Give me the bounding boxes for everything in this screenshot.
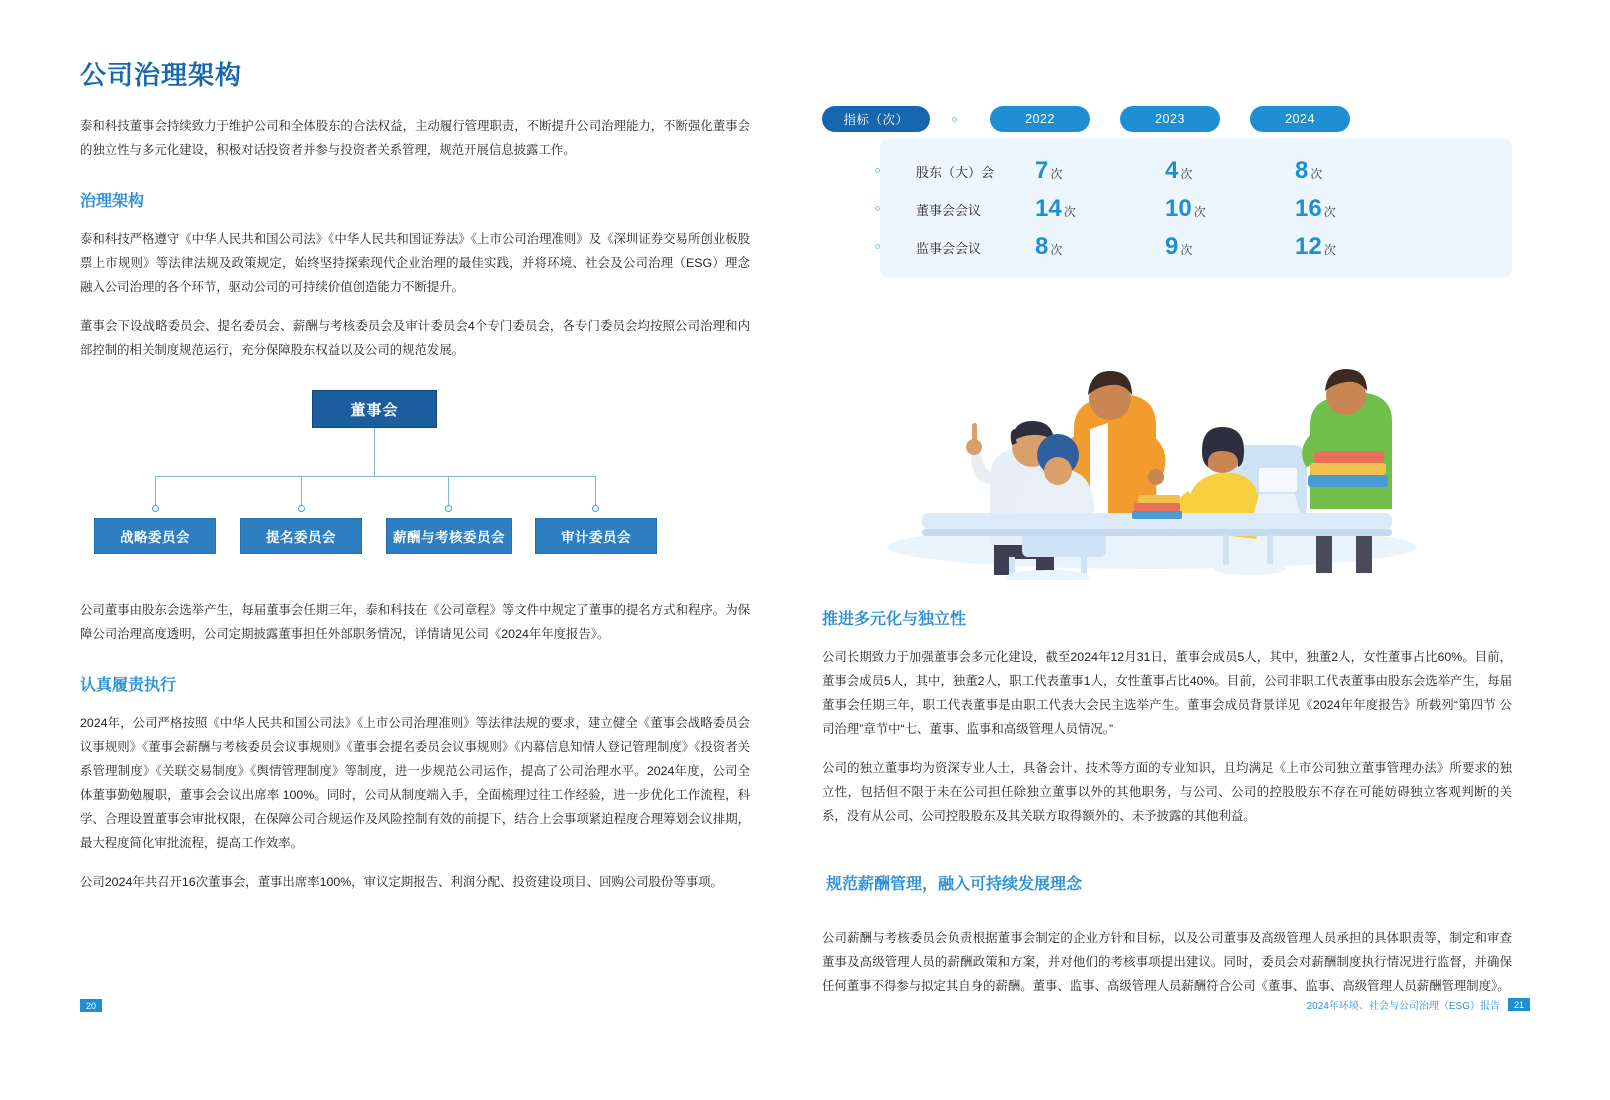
stats-row-label: 股东（大）会 xyxy=(916,164,995,180)
stats-header-2023: 2023 xyxy=(1120,106,1220,132)
org-chart-node-dot xyxy=(445,505,452,512)
stats-value: 9 xyxy=(1165,233,1179,260)
diversity-paragraph-1: 公司长期致力于加强董事会多元化建设，截至2024年12月31日，董事会成员5人，其中，独董2人，女性董事占比60%。目前，董事会成员5人，其中，独董2人，职工代表董事1人，女性董事占比40%。目前，公司非职工代表董事由股东会选举产生，每届董事会任期三年，职工代表董事是由职工代表大会民主选举产生。董事会成员背景详见《2024年年度报告》所载列“第四节 公司治理”章节中“七、董事、监事和高级管理人员情况。” xyxy=(822,650,1512,736)
stats-unit: 次 xyxy=(1180,243,1193,257)
org-chart-node-dot xyxy=(152,505,159,512)
stats-value: 8 xyxy=(1295,157,1309,184)
stats-unit: 次 xyxy=(1323,205,1336,219)
org-chart-connector-horizontal xyxy=(155,476,595,477)
stats-cell-2022 xyxy=(1035,233,1165,261)
org-chart-branch-3 xyxy=(448,476,449,508)
stats-value: 10 xyxy=(1165,195,1192,222)
stats-row-label: 监事会会议 xyxy=(916,240,982,256)
section-heading-governance-structure: 治理架构 xyxy=(80,193,145,210)
stats-unit: 次 xyxy=(1310,167,1323,181)
remuneration-paragraph-1: 公司薪酬与考核委员会负责根据董事会制定的企业方针和目标，以及公司董事及高级管理人员承担的具体职责等，制定和审查董事及高级管理人员的薪酬政策和方案，并对他们的考核事项提出建议。同时，委员会对薪酬制度执行情况进行监督，并确保任何董事不得参与拟定其自身的薪酬。董事、监事、高级管理人员薪酬符合公司《董事、监事、高级管理人员薪酬管理制度》。 xyxy=(822,931,1512,993)
footer-left xyxy=(80,999,102,1012)
laptop-icon xyxy=(1254,467,1300,513)
stats-cell-2023 xyxy=(1165,195,1295,223)
stats-unit: 次 xyxy=(1050,167,1063,181)
org-chart-branch-2 xyxy=(301,476,302,508)
section-heading-diversity: 推进多元化与独立性 xyxy=(822,611,967,628)
stats-header-dot xyxy=(952,117,957,122)
stats-unit: 次 xyxy=(1193,205,1206,219)
page-number-badge-left: 20 xyxy=(80,999,102,1012)
stats-row-supervisors xyxy=(880,228,1512,266)
footer-report-title: 2024年环境、社会与公司治理（ESG）报告 xyxy=(1306,1001,1500,1012)
stats-unit: 次 xyxy=(1063,205,1076,219)
stats-value: 7 xyxy=(1035,157,1049,184)
stats-cell-2022 xyxy=(1035,157,1165,185)
org-chart-child-audit: 审计委员会 xyxy=(535,518,657,554)
intro-paragraph: 泰和科技董事会持续致力于维护公司和全体股东的合法权益，主动履行管理职责，不断提升公司治理能力，不断强化董事会的独立性与多元化建设，积极对话投资者并参与投资者关系管理，规范开展信息披露工作。 xyxy=(80,119,750,157)
org-chart xyxy=(80,390,750,580)
stats-value: 4 xyxy=(1165,157,1179,184)
stats-header-2024: 2024 xyxy=(1250,106,1350,132)
stats-unit: 次 xyxy=(1323,243,1336,257)
stats-cell-2024 xyxy=(1295,157,1425,185)
stats-unit: 次 xyxy=(1050,243,1063,257)
left-column xyxy=(80,55,750,909)
stats-cell-2023 xyxy=(1165,233,1295,261)
org-chart-branch-1 xyxy=(155,476,156,508)
stats-header-2022: 2022 xyxy=(990,106,1090,132)
org-chart-branch-4 xyxy=(595,476,596,508)
governance-paragraph-1: 泰和科技严格遵守《中华人民共和国公司法》《中华人民共和国证券法》《上市公司治理准则》及《深圳证券交易所创业板股票上市规则》等法律法规及政策规定，始终坚持探索现代企业治理的最佳实践，并将环境、社会及公司治理（ESG）理念融入公司治理的各个环节，驱动公司的可持续价值创造能力不断提升。 xyxy=(80,232,750,294)
stats-cell-2024 xyxy=(1295,195,1425,223)
diversity-paragraph-2: 公司的独立董事均为资深专业人士，具备会计、技术等方面的专业知识，且均满足《上市公司独立董事管理办法》所要求的独立性，包括但不限于未在公司担任除独立董事以外的其他职务，与公司、公司的控股股东不存在可能妨碍独立客观判断的关系，没有从公司、公司控股股东及其关联方取得额外的、未予披露的其他利益。 xyxy=(822,761,1512,823)
stats-header-label: 指标（次） xyxy=(822,106,930,132)
page-title: 公司治理架构 xyxy=(80,60,243,90)
org-chart-child-remuneration: 薪酬与考核委员会 xyxy=(386,518,512,554)
stats-value: 14 xyxy=(1035,195,1062,222)
section-heading-duty-execution: 认真履责执行 xyxy=(80,677,177,694)
org-chart-child-nomination: 提名委员会 xyxy=(240,518,362,554)
governance-paragraph-2: 董事会下设战略委员会、提名委员会、薪酬与考核委员会及审计委员会4个专门委员会，各专门委员会均按照公司治理和内部控制的相关制度规范运行，充分保障股东权益以及公司的规范发展。 xyxy=(80,319,750,357)
stats-unit: 次 xyxy=(1180,167,1193,181)
books-stack-icon xyxy=(1132,495,1182,519)
meetings-statistics-table xyxy=(822,100,1512,285)
stats-row-label: 董事会会议 xyxy=(916,202,982,218)
org-chart-node-dot xyxy=(592,505,599,512)
stats-cell-2023 xyxy=(1165,157,1295,185)
governance-paragraph-3: 公司董事由股东会选举产生，每届董事会任期三年，泰和科技在《公司章程》等文件中规定了董事的提名方式和程序。为保障公司治理高度透明，公司定期披露董事担任外部职务情况，详情请见公司《2024年年度报告》。 xyxy=(80,603,750,641)
stats-value: 8 xyxy=(1035,233,1049,260)
org-chart-root: 董事会 xyxy=(312,390,437,428)
stats-cell-2022 xyxy=(1035,195,1165,223)
right-column xyxy=(822,100,1512,1013)
section-heading-remuneration: 规范薪酬管理，融入可持续发展理念 xyxy=(826,876,1083,893)
stats-value: 12 xyxy=(1295,233,1322,260)
boardroom-meeting-illustration xyxy=(822,295,1512,580)
org-chart-node-dot xyxy=(298,505,305,512)
org-chart-child-strategy: 战略委员会 xyxy=(94,518,216,554)
duty-paragraph-2: 公司2024年共召开16次董事会，董事出席率100%，审议定期报告、利润分配、投资建设项目、回购公司股份等事项。 xyxy=(80,875,724,889)
duty-paragraph-1: 2024年，公司严格按照《中华人民共和国公司法》《上市公司治理准则》等法律法规的要求，建立健全《董事会战略委员会议事规则》《董事会薪酬与考核委员会议事规则》《董事会提名委员会议事规则》《内幕信息知情人登记管理制度》《投资者关系管理制度》《关联交易制度》《舆情管理制度》等制度，进一步规范公司运作，提高了公司治理水平。2024年度，公司全体董事勤勉履职，董事会会议出席率 100%。同时，公司从制度端入手，全面梳理过往工作经验，进一步优化工作流程，科学、合理设置董事会审批权限，在保障公司合规运作及风险控制有效的前提下，结合上会事项紧迫程度合理筹划会议排期，最大程度简化审批流程，提高工作效率。 xyxy=(80,716,750,850)
org-chart-connector-vertical xyxy=(374,428,375,476)
stats-row-board xyxy=(880,190,1512,228)
footer-right xyxy=(1307,997,1530,1012)
stats-cell-2024 xyxy=(1295,233,1425,261)
page-number-badge-right: 21 xyxy=(1508,998,1530,1011)
stats-value: 16 xyxy=(1295,195,1322,222)
stats-row-shareholders xyxy=(880,152,1512,190)
